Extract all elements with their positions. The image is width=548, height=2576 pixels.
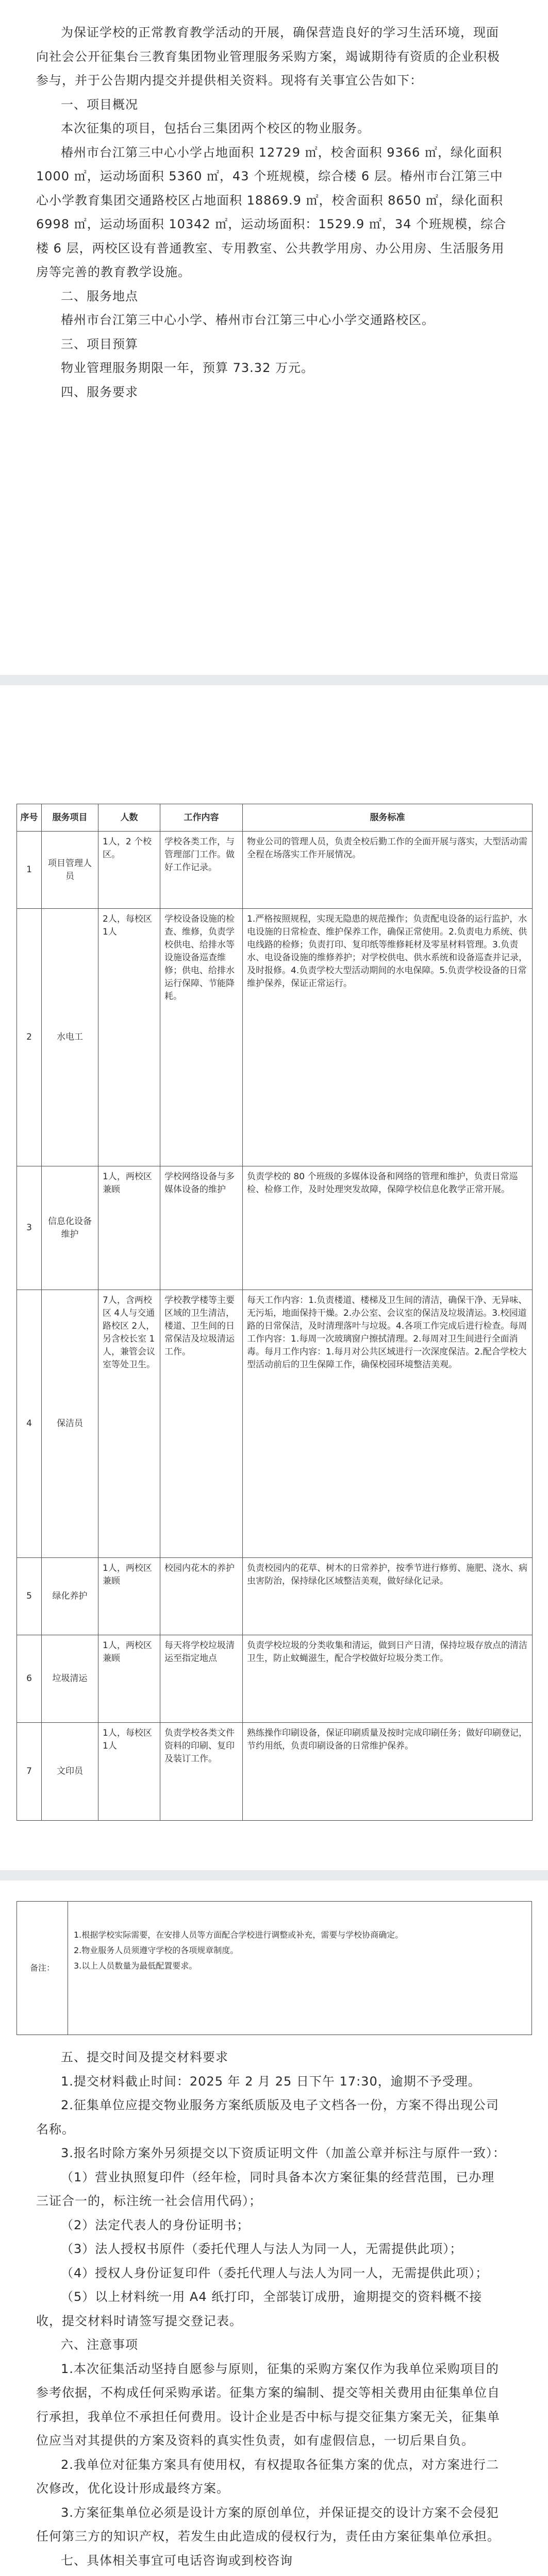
cell-no: 1 (17, 832, 42, 909)
cell-no: 2 (17, 909, 42, 1166)
cell-no: 5 (17, 1558, 42, 1635)
paragraph: （5）以上材料统一用 A4 纸打印，全部装订成册，逾期提交的资料概不接收，提交材料时请签写提交登记表。 (36, 2290, 483, 2328)
notes-box (16, 1901, 532, 2035)
header-cell: 服务项目 (42, 804, 98, 832)
cell-standard: 物业公司的管理人员，负责全校后勤工作的全面开展与落实，大型活动需全程在场落实工作开展情况。 (243, 832, 533, 909)
paragraph: （1）营业执照复印件（经年检，同时具备本次方案征集的经营范围，已办理三证合一的，标注统一社会信用代码）； (36, 2170, 495, 2208)
page3-body (36, 2045, 507, 2576)
cell-standard: 负责校园内的花草、树木的日常养护，按季节进行修剪、施肥、浇水、病虫害防治，保持绿化区域整洁美观，做好绿化记录。 (243, 1558, 533, 1635)
cell-item: 垃圾清运 (42, 1635, 98, 1723)
intro-paragraph: 为保证学校的正常教育教学活动的开展，确保营造良好的学习生活环境，现面向社会公开征集台三教育集团物业管理服务采购方案，竭诚期待有资质的企业积极参与，并于公告期内提交并提供相关资料。现将有关事宜公告如下： (36, 25, 500, 88)
section-heading: 二、服务地点 (61, 289, 138, 303)
cell-standard: 熟练操作印刷设备，保证印刷质量及按时完成印刷任务；做好印刷登记，节约用纸，负责印刷设备的日常维护保养。 (243, 1723, 533, 1821)
service-table (16, 804, 533, 1821)
document-page-2 (0, 685, 548, 1870)
section-heading: 五、提交时间及提交材料要求 (61, 2050, 228, 2064)
cell-item: 水电工 (42, 909, 98, 1166)
paragraph: 3.方案征集单位必须是设计方案的原创单位，并保证提交的设计方案不会侵犯任何第三方的知识产权，若发生由此造成的侵权行为，责任由方案征集单位承担。 (36, 2505, 500, 2544)
table-row (17, 1723, 533, 1821)
note-line: 1.根据学校实际需要，在安排人员等方面配合学校进行调整或补充，需要与学校协商确定。 (74, 1930, 404, 1940)
notes-content (74, 1927, 525, 1974)
cell-work: 每天将学校垃圾清运至指定地点 (160, 1635, 243, 1723)
note-line: 2.物业服务人员须遵守学校的各项规章制度。 (74, 1945, 239, 1955)
header-cell: 服务标准 (243, 804, 533, 832)
paragraph: 3.报名时除方案外另须提交以下资质证明文件（加盖公章并标注与原件一致）： (61, 2146, 506, 2160)
cell-no: 4 (17, 1290, 42, 1558)
cell-item: 项目管理人员 (42, 832, 98, 909)
cell-no: 3 (17, 1166, 42, 1290)
cell-count: 1人，2 个校区。 (98, 832, 160, 909)
table-row (17, 909, 533, 1166)
cell-standard: 1.严格按照规程，实现无隐患的规范操作；负责配电设备的运行监护，水电设施的日常检查、维护保养工作，确保正常使用。2.负责电力系统、供电线路的检修；负责打印、复印纸等维修耗材及零星材料管理。3.负责水、电设备设施的维修养护；对学校供电、供水系统和设备巡查并记录，及时报修。4.负责学校大型活动期间的水电保障。5.负责学校设备的日常维护保养，保证正常运行。 (243, 909, 533, 1166)
cell-work: 学校网络设备与多媒体设备的维护 (160, 1166, 243, 1290)
cell-count: 1人，两校区兼顾 (98, 1166, 160, 1290)
cell-count: 1人，每校区 1人 (98, 1723, 160, 1821)
paragraph: 椿州市台江第三中心小学、椿州市台江第三中心小学交通路校区。 (61, 313, 435, 327)
paragraph: （4）授权人身份证复印件（委托代理人与法人为同一人，无需提供此项）； (61, 2265, 489, 2280)
cell-work: 校园内花木的养护 (160, 1558, 243, 1635)
table-header-row (17, 804, 533, 832)
table-row (17, 1290, 533, 1558)
paragraph: 本次征集的项目，包括台三集团两个校区的物业服务。 (61, 121, 370, 135)
cell-work: 负责学校各类文件资料的印刷、复印及装订工作。 (160, 1723, 243, 1821)
cell-count: 2人，每校区 1人 (98, 909, 160, 1166)
header-cell: 序号 (17, 804, 42, 832)
cell-standard: 负责学校的 80 个班级的多媒体设备和网络的管理和维护，负责日常巡检、检修工作，及时处理突发故障，保障学校信息化教学正常开展。 (243, 1166, 533, 1290)
cell-count: 1人，两校区兼顾 (98, 1558, 160, 1635)
cell-item: 保洁员 (42, 1290, 98, 1558)
section-heading: 七、具体相关事宜可电话咨询或到校咨询 (61, 2553, 293, 2568)
cell-item: 信息化设备维护 (42, 1166, 98, 1290)
paragraph: 2.我单位对征集方案具有使用权，有权提取各征集方案的优点，对方案进行二次修改，优化设计形成最终方案。 (36, 2457, 499, 2496)
document-page-3 (0, 1880, 548, 2576)
document-page-1 (0, 0, 548, 675)
cell-work: 学校各类工作，与管理部门工作。做好工作记录。 (160, 832, 243, 909)
cell-no: 7 (17, 1723, 42, 1821)
cell-work: 学校设备设施的检查、维修，负责学校供电、给排水等设施设备巡查维修；供电、给排水运行保障、节能降耗。 (160, 909, 243, 1166)
header-cell: 人数 (98, 804, 160, 832)
paragraph: 物业管理服务期限一年，预算 73.32 万元。 (61, 361, 314, 375)
header-cell: 工作内容 (160, 804, 243, 832)
cell-work: 学校教学楼等主要区域的卫生清洁，楼道、卫生间的日常保洁及垃圾清运工作。 (160, 1290, 243, 1558)
note-line: 3.以上人员数量为最低配置要求。 (74, 1961, 197, 1971)
table-row (17, 1166, 533, 1290)
paragraph: 1.本次征集活动坚持自愿参与原则，征集的采购方案仅作为我单位采购项目的参考依据，不构成任何采购承诺。征集方案的编制、提交等相关费用由征集单位自行承担，我单位不承担任何费用。设计企业是否中标与提交征集方案无关，征集单位应当对其提供的方案及资料的真实性负责，如有虚假信息，一切后果自负。 (36, 2361, 500, 2448)
section-heading: 三、项目预算 (61, 336, 138, 351)
cell-item: 文印员 (42, 1723, 98, 1821)
notes-label: 备注： (17, 1902, 68, 2035)
paragraph: （3）法人授权书原件（委托代理人与法人为同一人，无需提供此项）； (61, 2242, 463, 2256)
cell-count: 1人，两校区兼顾 (98, 1635, 160, 1723)
cell-standard: 负责学校垃圾的分类收集和清运，做到日产日清，保持垃圾存放点的清洁卫生，防止蚊蝇滋生，配合学校做好垃圾分类工作。 (243, 1635, 533, 1723)
table-row (17, 832, 533, 909)
section-heading: 一、项目概况 (61, 97, 138, 112)
table-row (17, 1635, 533, 1723)
contact-line (36, 2572, 507, 2576)
table-row (17, 1558, 533, 1635)
cell-no: 6 (17, 1635, 42, 1723)
cell-standard: 每天工作内容：1.负责楼道、楼梯及卫生间的清洁，确保干净、无异味、无污垢，地面保持干燥。2.办公室、会议室的保洁及垃圾清运。3.校园道路的日常保洁，及时清理落叶与垃圾。4.各项工作完成后进行检查。每周工作内容：1.每周一次玻璃窗户擦拭清理。2.每周对卫生间进行全面消毒。每月工作内容：1.每月对公共区域进行一次深度保洁。2.配合学校大型活动前后的卫生保障工作，确保校园环境整洁美观。 (243, 1290, 533, 1558)
paragraph: 2.征集单位应提交物业服务方案纸质版及电子文档各一份，方案不得出现公司名称。 (36, 2098, 499, 2137)
page1-body (36, 21, 507, 404)
paragraph: 椿州市台江第三中心小学占地面积 12729 ㎡，校舍面积 9366 ㎡，绿化面积 1000 ㎡，运动场面积 5360 ㎡，43 个班规模，综合楼 6 层。椿州市台江第三中心小学教育集团交通路校区占地面积 18869.9 ㎡，校舍面积 8650 ㎡，绿化面积 6998 ㎡，运动场面积 10342 ㎡，运动场面积：1529.9 ㎡，34 个班规模，综合楼 6 层，两校区设有普通教室、专用教室、公共教学用房、办公用房、生活服务用房等完善的教育教学设施。 (36, 145, 507, 279)
section-heading: 六、注意事项 (61, 2337, 138, 2352)
section-heading: 四、服务要求 (61, 384, 138, 399)
service-table-wrapper (16, 804, 532, 1821)
cell-count: 7人，含两校区 4人与交通路校区 2人，另含校长室 1人，兼管会议室等处卫生。 (98, 1290, 160, 1558)
paragraph: （2）法定代表人的身份证明书； (61, 2217, 250, 2232)
cell-item: 绿化养护 (42, 1558, 98, 1635)
paragraph: 1.提交材料截止时间：2025 年 2 月 25 日下午 17:30，逾期不予受理。 (61, 2074, 481, 2089)
